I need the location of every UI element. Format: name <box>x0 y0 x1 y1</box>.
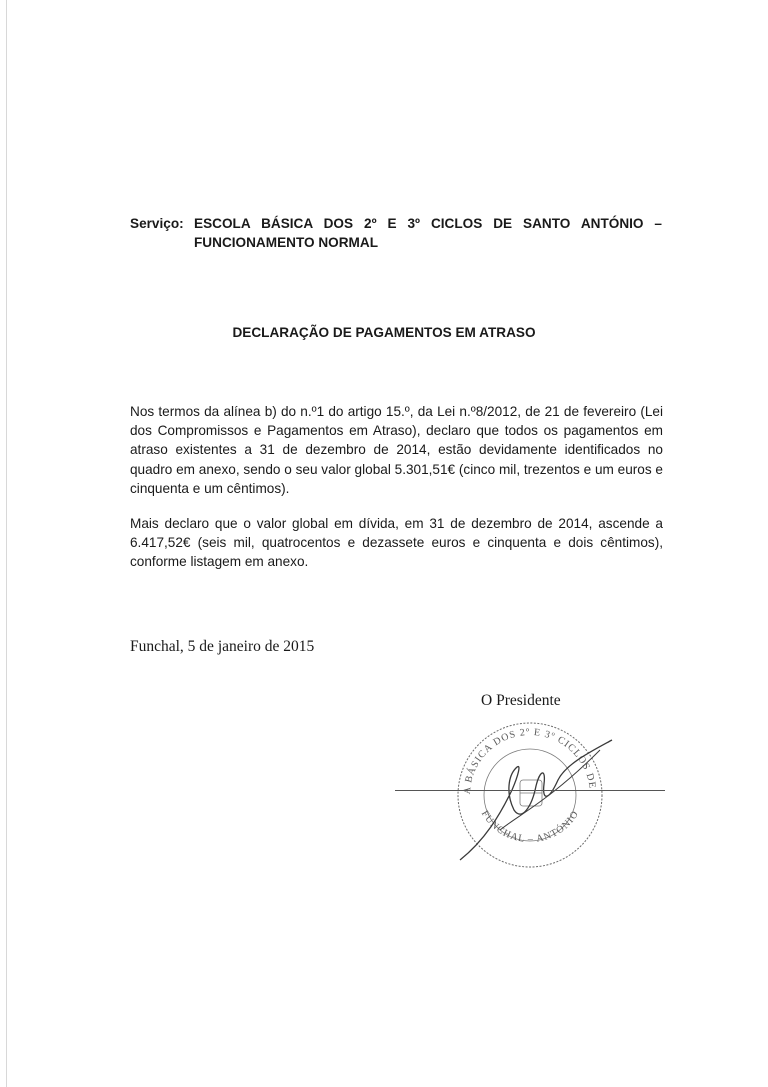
service-label: Serviço: <box>130 216 184 231</box>
signature-line <box>395 790 665 791</box>
place-and-date: Funchal, 5 de janeiro de 2015 <box>130 638 315 655</box>
service-name: ESCOLA BÁSICA DOS 2º E 3º CICLOS DE SANTO ANTÓNIO – FUNCIONAMENTO NORMAL <box>194 216 662 250</box>
seal-text-top: BÁSICA DOS 2º E 3º CICLOS DE <box>463 726 598 790</box>
seal-outer-ring <box>458 723 602 867</box>
declaration-paragraph-2: Mais declaro que o valor global em dívida, em 31 de dezembro de 2014, ascende a 6.417,52€ (seis mil, quatrocentos e dezassete euros e cinquenta e dois cêntimos), conforme listagem em anexo. <box>130 516 663 570</box>
seal-text-bottom: FUNCHAL – ANTÓNIO <box>478 808 582 846</box>
signer-title: O Presidente <box>481 692 561 709</box>
declaration-paragraph-1: Nos termos da alínea b) do n.º1 do artigo 15.º, da Lei n.º8/2012, de 21 de fevereiro (Lei dos Compromissos e Pagamentos em Atraso), declaro que todos os pagamentos em atraso existentes a 31 de dezembro de 2014, estão devidamente identificados no quadro em anexo, sendo o seu valor global 5.301,51€ (cinco mil, trezentos e um euros e cinquenta e um cêntimos). <box>130 404 663 496</box>
document-title: DECLARAÇÃO DE PAGAMENTOS EM ATRASO <box>232 325 536 340</box>
page-edge <box>6 0 7 1087</box>
